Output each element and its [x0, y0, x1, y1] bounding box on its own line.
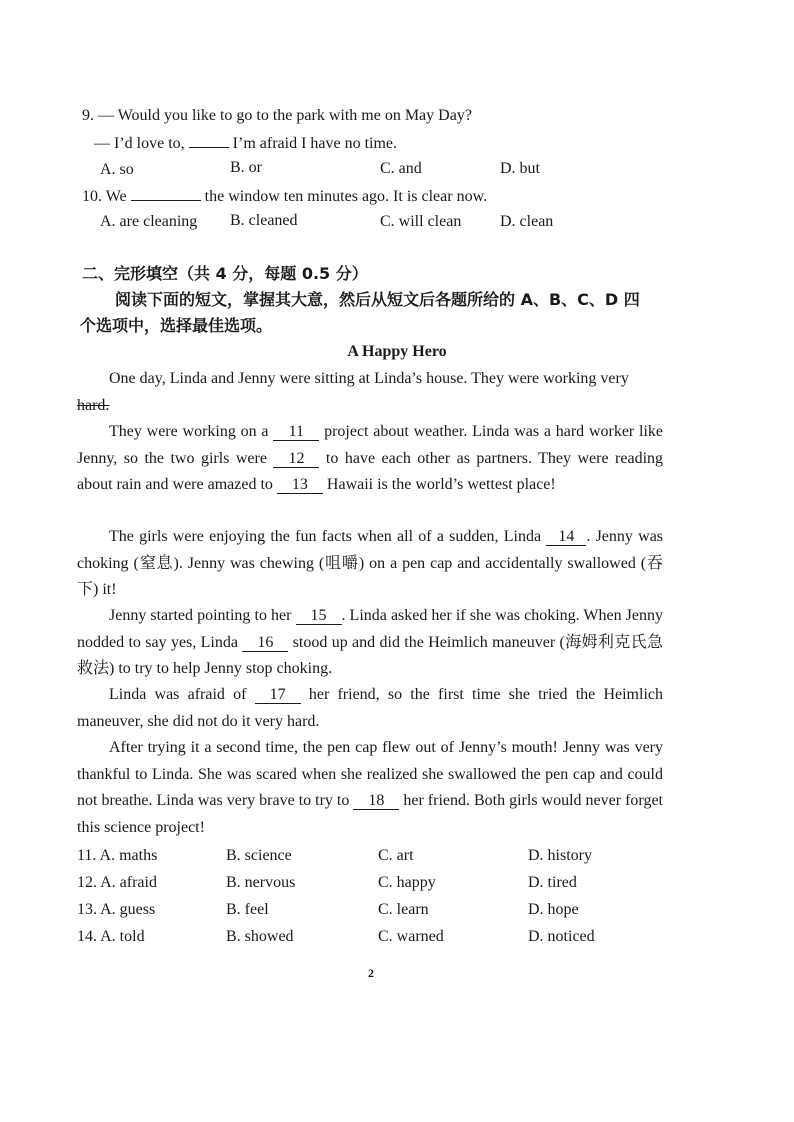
section-instruction-line2: 个选项中，选择最佳选项。 [80, 316, 273, 335]
choice-12-a: 12. A. afraid [77, 874, 157, 891]
blank-17: 17 [255, 687, 301, 704]
paragraph-4-part-c: stood up and did the Heimlich maneuver (海姆利克氏急救法) to try to help Jenny stop choking. [77, 633, 664, 677]
q9-option-d: D. but [500, 160, 540, 177]
paragraph-3-part-a: The girls were enjoying the fun facts when all of a sudden, Linda [109, 528, 542, 545]
paragraph-2-part-b: project about weather. Linda was a hard worker like Jenny, so the two girls were [77, 423, 664, 467]
choice-11-c: C. art [378, 847, 414, 864]
paragraph-5-part-a: Linda was afraid of [109, 686, 247, 703]
q10-option-a: A. are cleaning [100, 213, 198, 230]
q10-pre: 10. We [82, 188, 127, 205]
choice-12-d: D. tired [528, 874, 577, 891]
paragraph-2-part-d: Hawaii is the world’s wettest place! [326, 476, 556, 493]
paragraph-5-part-b: her friend, so the first time she tried the Heimlich maneuver, she did not do it very hard. [77, 686, 663, 730]
paragraph-3: The girls were enjoying the fun facts when all of a sudden, Linda 14 . Jenny was choking (窒息). Jenny was chewing (咀嚼) on a pen cap and accidentally swallowed (吞下) it! [77, 528, 664, 598]
q9-response-pre: — I’d love to, [94, 135, 185, 152]
blank-12: 12 [273, 451, 319, 468]
paragraph-2 [77, 419, 663, 499]
blank-11: 11 [273, 424, 319, 441]
passage-title: A Happy Hero [347, 343, 447, 360]
paragraph-5 [77, 682, 663, 735]
choice-11-d: D. history [528, 847, 592, 864]
choice-11-a: 11. A. maths [77, 847, 158, 864]
q10-blank [131, 185, 201, 201]
q9-option-c: C. and [380, 160, 422, 177]
q9-blank [189, 132, 229, 148]
q9-question: 9. — Would you like to go to the park with me on May Day? [82, 107, 472, 124]
blank-13: 13 [277, 477, 323, 494]
paragraph-6-part-b: her friend. Both girls would never forget this science project! [77, 792, 663, 836]
paragraph-4-part-b: . Linda asked her if she was choking. When Jenny nodded to say yes, Linda [77, 607, 664, 651]
paragraph-1-end: hard. [77, 396, 110, 414]
blank-16: 16 [242, 635, 288, 652]
section-instruction-line1: 阅读下面的短文，掌握其大意，然后从短文后各题所给的 A、B、C、D 四 [115, 290, 640, 309]
paragraph-2-part-c: to have each other as partners. They were reading about rain and were amazed to [77, 449, 664, 493]
choice-11-b: B. science [226, 847, 292, 864]
blank-18: 18 [353, 793, 399, 810]
page-number: 2 [368, 966, 374, 980]
paragraph-4-part-a: Jenny started pointing to her [109, 607, 292, 624]
paragraph-4 [77, 603, 663, 683]
paragraph-3-part-b: Jenny was choking (窒息). Jenny was chewing (咀嚼) on a pen cap and accidentally swallowed (吞下) it! [77, 528, 664, 598]
choice-13-b: B. feel [226, 901, 269, 918]
blank-14: 14 [546, 529, 586, 546]
q10-option-b: B. cleaned [230, 212, 298, 229]
q9-option-a: A. so [100, 161, 134, 178]
choice-12-c: C. happy [378, 874, 436, 891]
paragraph-1-text: One day, Linda and Jenny were sitting at Linda’s house. They were working very [109, 370, 629, 387]
paragraph-6 [77, 735, 663, 841]
choice-13-c: C. learn [378, 901, 429, 918]
paragraph-6-part-a: After trying it a second time, the pen cap flew out of Jenny’s mouth! Jenny was very thankful to Linda. She was scared when she realized she swallowed the pen cap and could not breathe. Linda was very brave to try to [77, 739, 663, 809]
choice-14-c: C. warned [378, 928, 444, 945]
q9-option-b: B. or [230, 159, 262, 176]
choice-13-a: 13. A. guess [77, 901, 156, 918]
q10-post: the window ten minutes ago. It is clear now. [204, 188, 488, 205]
paragraph-1 [77, 366, 663, 419]
choice-12-b: B. nervous [226, 874, 296, 891]
choice-13-d: D. hope [528, 901, 579, 918]
q9-response-post: I’m afraid I have no time. [232, 135, 398, 152]
section-heading: 二、完形填空（共 4 分，每题 0.5 分） [82, 264, 368, 283]
q10-option-d: D. clean [500, 213, 554, 230]
choice-14-b: B. showed [226, 928, 294, 945]
paragraph-2-part-a: They were working on a [109, 423, 269, 440]
q9-response [94, 132, 397, 154]
choice-14-a: 14. A. told [77, 928, 145, 945]
q10-option-c: C. will clean [380, 213, 462, 230]
blank-15: 15 [296, 608, 342, 625]
choice-14-d: D. noticed [528, 928, 595, 945]
q10-question [82, 185, 487, 207]
